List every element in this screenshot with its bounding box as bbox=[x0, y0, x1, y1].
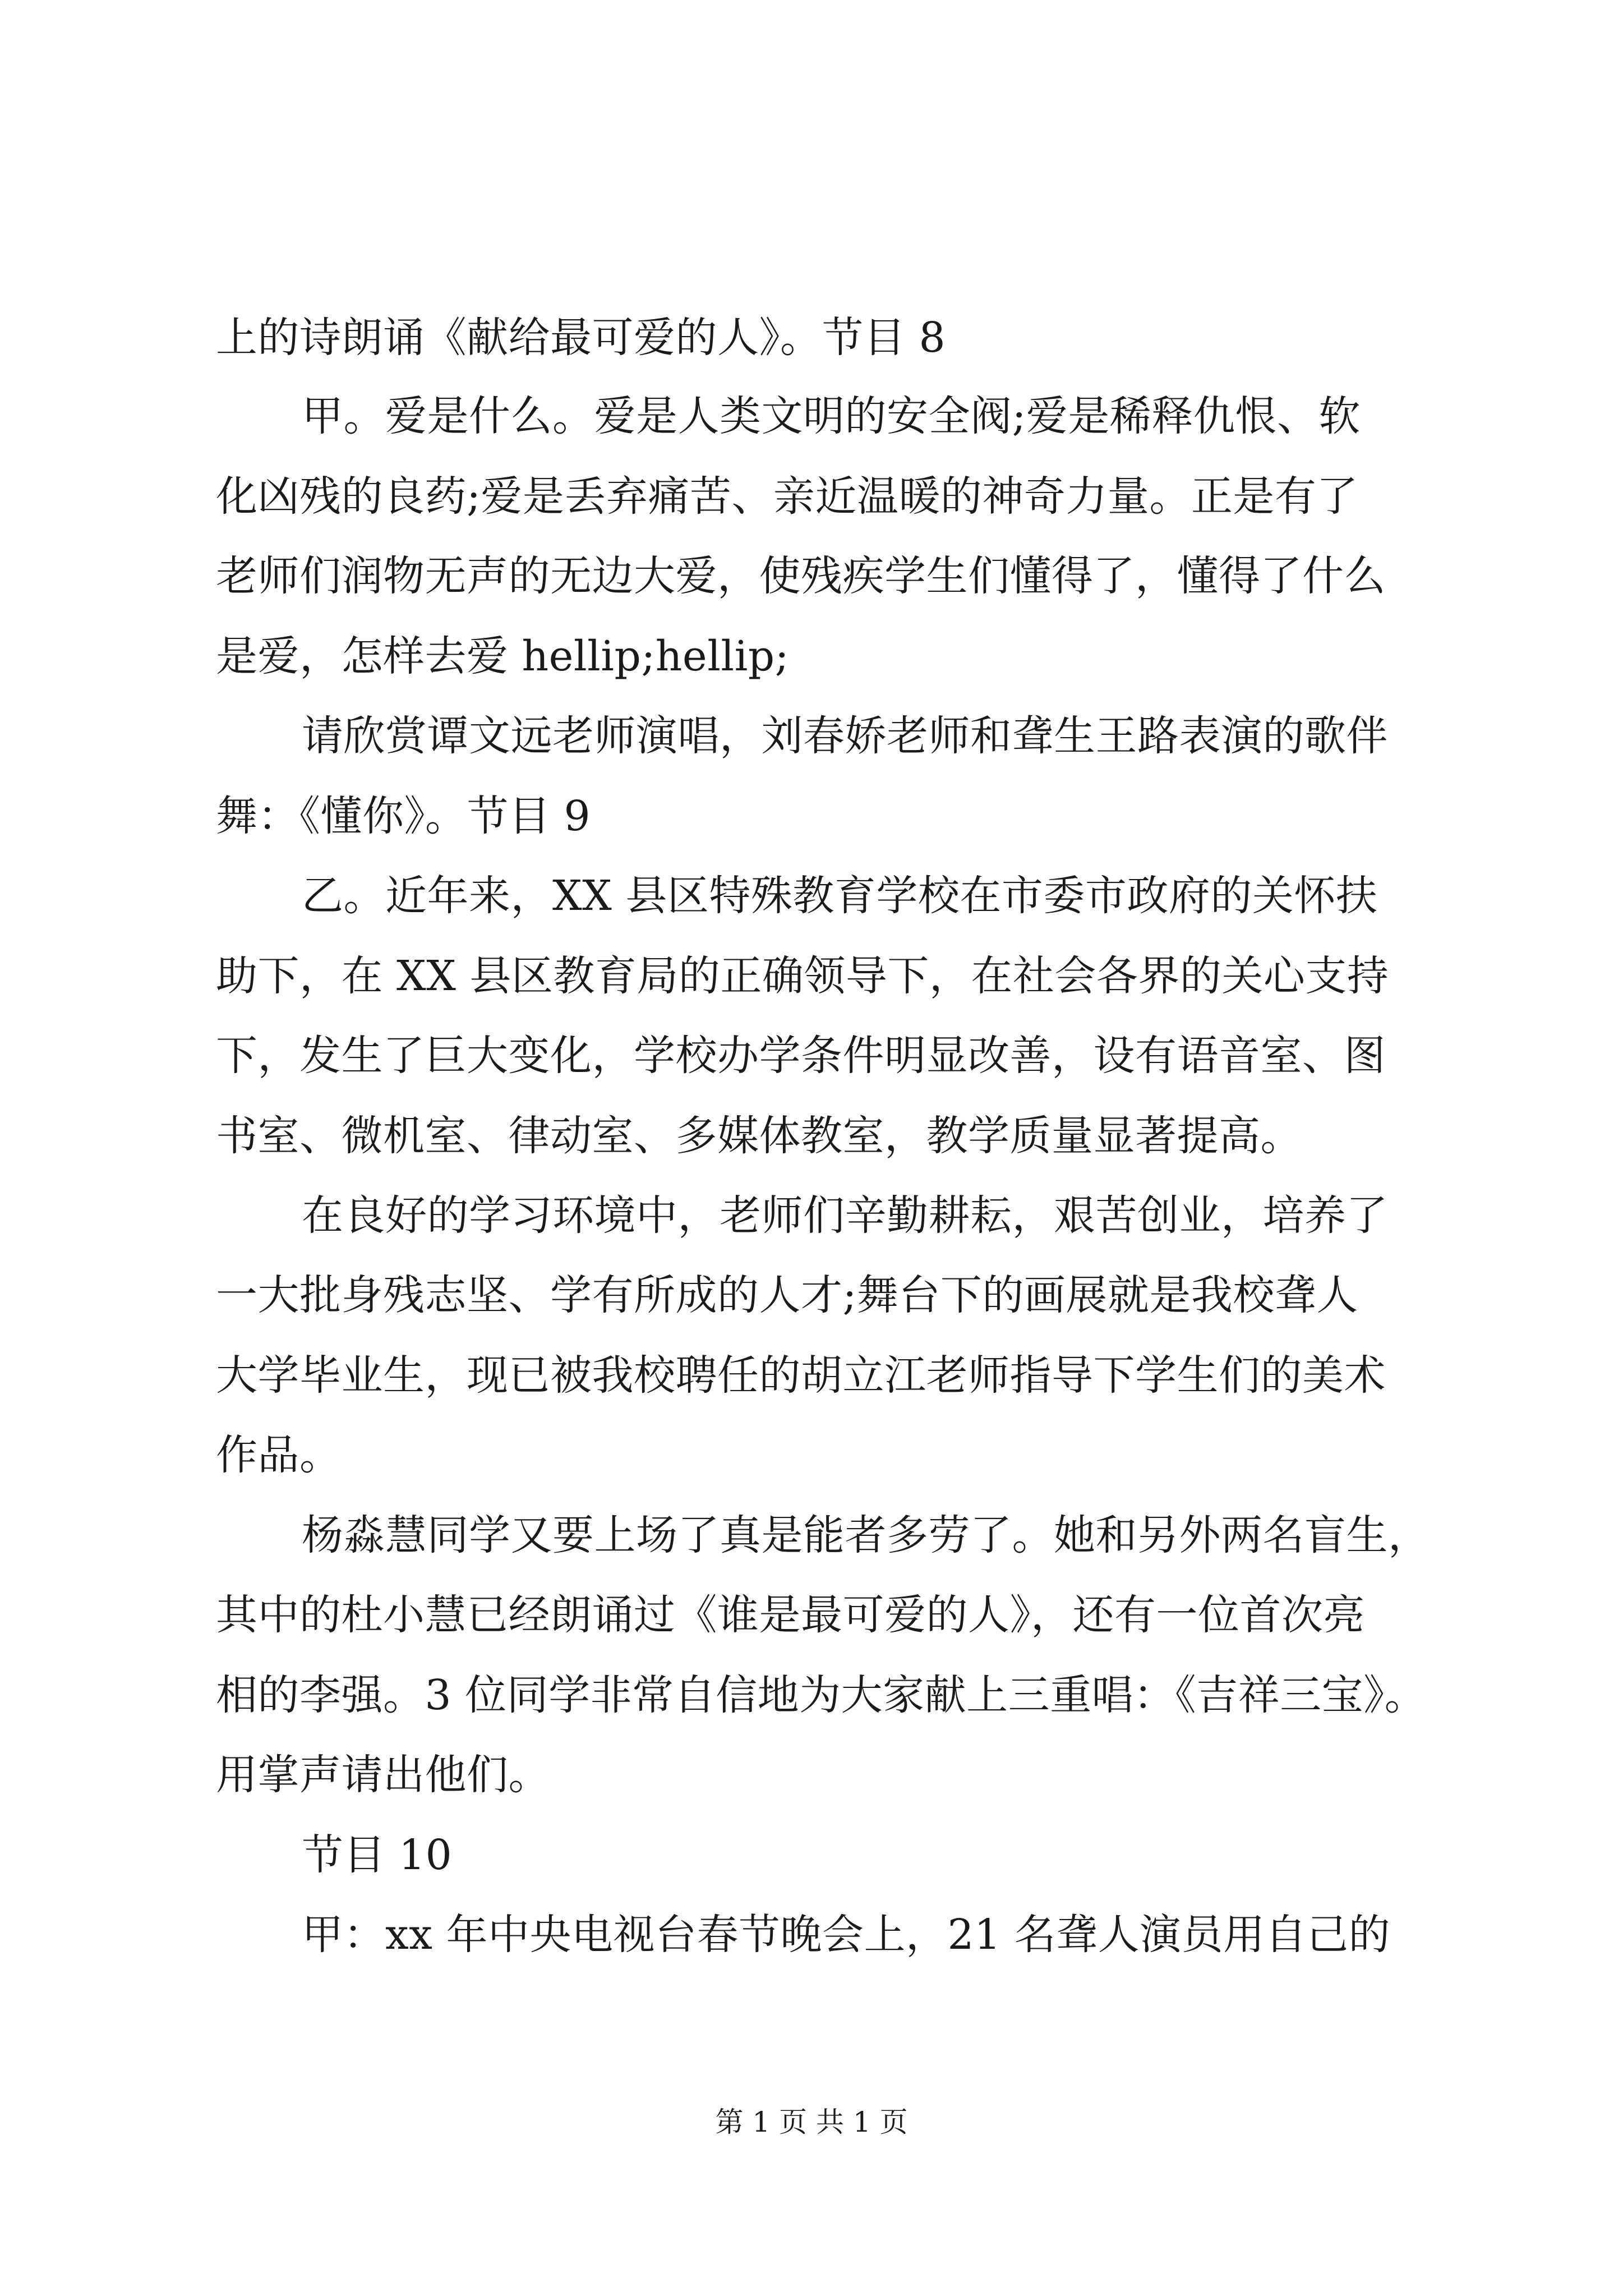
text-line-8: 乙。近年来，XX 县区特殊教育学校在市委市政府的关怀扶 bbox=[302, 872, 1378, 920]
text-line-11: 书室、微机室、律动室、多媒体教室，教学质量显著提高。 bbox=[216, 1112, 1302, 1160]
text-line-3: 化凶残的良药;爱是丢弃痛苦、亲近温暖的神奇力量。正是有了 bbox=[216, 472, 1358, 521]
text-line-5: 是爱，怎样去爱 hellip;hellip; bbox=[216, 632, 790, 680]
text-line-19: 用掌声请出他们。 bbox=[216, 1751, 550, 1799]
text-line-16: 杨淼慧同学又要上场了真是能者多劳了。她和另外两名盲生， bbox=[302, 1511, 1430, 1559]
text-line-21: 甲：xx 年中央电视台春节晚会上，21 名聋人演员用自己的 bbox=[302, 1911, 1391, 1959]
text-line-13: 一大批身残志坚、学有所成的人才;舞台下的画展就是我校聋人 bbox=[216, 1271, 1358, 1319]
text-line-20: 节目 10 bbox=[302, 1831, 453, 1879]
text-line-2: 甲。爱是什么。爱是人类文明的安全阀;爱是稀释仇恨、软 bbox=[302, 392, 1361, 440]
text-line-7: 舞：《懂你》。节目 9 bbox=[216, 792, 591, 840]
text-line-1: 上的诗朗诵《献给最可爱的人》。节目 8 bbox=[216, 314, 946, 362]
text-line-6: 请欣赏谭文远老师演唱，刘春娇老师和聋生王路表演的歌伴 bbox=[302, 712, 1388, 760]
text-line-14: 大学毕业生，现已被我校聘任的胡立江老师指导下学生们的美术 bbox=[216, 1351, 1386, 1400]
text-line-4: 老师们润物无声的无边大爱，使残疾学生们懂得了，懂得了什么 bbox=[216, 552, 1386, 600]
text-line-17: 其中的杜小慧已经朗诵过《谁是最可爱的人》，还有一位首次亮 bbox=[216, 1591, 1365, 1639]
page-footer: 第 1 页 共 1 页 bbox=[715, 2106, 908, 2138]
text-line-18: 相的李强。3 位同学非常自信地为大家献上三重唱：《吉祥三宝》。 bbox=[216, 1671, 1427, 1719]
text-line-9: 助下，在 XX 县区教育局的正确领导下，在社会各界的关心支持 bbox=[216, 952, 1389, 1000]
text-line-10: 下，发生了巨大变化，学校办学条件明显改善，设有语音室、图 bbox=[216, 1032, 1386, 1080]
text-line-12: 在良好的学习环境中，老师们辛勤耕耘，艰苦创业，培养了 bbox=[302, 1191, 1388, 1240]
text-line-15: 作品。 bbox=[216, 1431, 342, 1479]
